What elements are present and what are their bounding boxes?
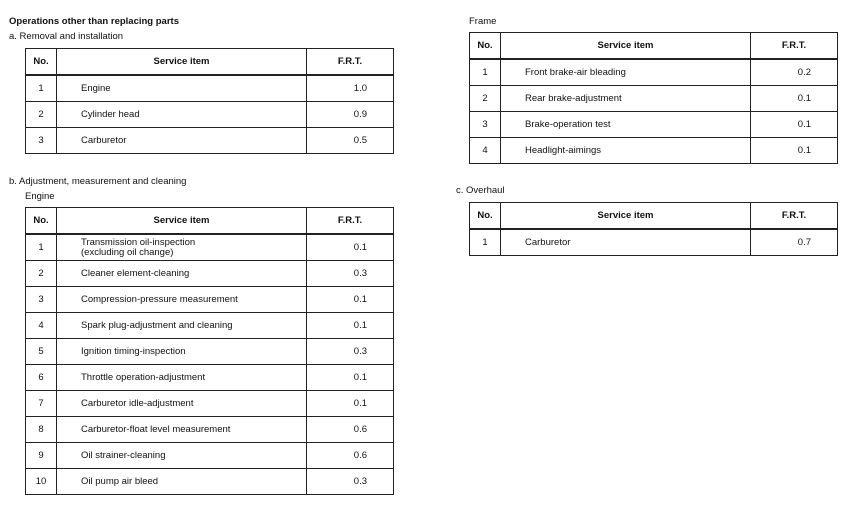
table-header-row xyxy=(470,33,838,60)
table-row xyxy=(26,128,394,154)
table-row xyxy=(26,287,394,313)
row-frt: 0.1 xyxy=(307,391,394,417)
row-no: 2 xyxy=(470,86,501,112)
row-frt: 0.1 xyxy=(307,287,394,313)
row-service-item: Throttle operation-adjustment xyxy=(57,365,307,391)
row-no: 1 xyxy=(470,59,501,86)
table-row xyxy=(26,234,394,261)
row-service-item: Oil pump air bleed xyxy=(57,469,307,495)
header-no: No. xyxy=(26,208,57,235)
table-row xyxy=(26,443,394,469)
table-row xyxy=(26,75,394,102)
table-row xyxy=(470,86,838,112)
row-no: 3 xyxy=(26,287,57,313)
header-no: No. xyxy=(26,49,57,76)
row-service-item: Rear brake-adjustment xyxy=(501,86,751,112)
row-no: 2 xyxy=(26,261,57,287)
row-no: 3 xyxy=(470,112,501,138)
table-row xyxy=(26,313,394,339)
section-b-sublabel: Engine xyxy=(25,191,55,202)
row-service-item: Brake-operation test xyxy=(501,112,751,138)
row-service-item-line2: (excluding oil change) xyxy=(81,246,174,258)
row-frt: 0.6 xyxy=(307,417,394,443)
table-row xyxy=(470,138,838,164)
row-frt: 1.0 xyxy=(307,75,394,102)
table-header-row xyxy=(26,49,394,76)
table-row xyxy=(470,229,838,256)
row-frt: 0.1 xyxy=(751,138,838,164)
row-no: 2 xyxy=(26,102,57,128)
row-frt: 0.1 xyxy=(307,313,394,339)
adjustment-engine-table xyxy=(25,207,394,495)
row-frt: 0.1 xyxy=(307,365,394,391)
table-row xyxy=(26,391,394,417)
row-no: 4 xyxy=(26,313,57,339)
row-service-item: Ignition timing-inspection xyxy=(57,339,307,365)
row-frt: 0.5 xyxy=(307,128,394,154)
row-frt: 0.3 xyxy=(307,339,394,365)
row-no: 1 xyxy=(26,75,57,102)
row-no: 1 xyxy=(470,229,501,256)
row-frt: 0.3 xyxy=(307,469,394,495)
row-service-item: Engine xyxy=(57,75,307,102)
row-service-item: Front brake-air bleading xyxy=(501,59,751,86)
header-frt: F.R.T. xyxy=(307,208,394,235)
row-service-item: Cylinder head xyxy=(57,102,307,128)
table-row xyxy=(26,469,394,495)
row-frt: 0.1 xyxy=(751,112,838,138)
header-frt: F.R.T. xyxy=(751,203,838,230)
section-a-label: a. Removal and installation xyxy=(9,31,124,42)
row-no: 1 xyxy=(26,234,57,261)
row-frt: 0.1 xyxy=(751,86,838,112)
table-row xyxy=(470,59,838,86)
header-frt: F.R.T. xyxy=(307,49,394,76)
section-b-label: b. Adjustment, measurement and cleaning xyxy=(9,176,187,187)
row-service-item-line1: Transmission oil-inspection xyxy=(81,236,196,248)
removal-installation-table xyxy=(25,48,394,154)
header-service-item: Service item xyxy=(501,33,751,60)
frame-label: Frame xyxy=(469,16,497,27)
row-service-item: Carburetor-float level measurement xyxy=(57,417,307,443)
row-service-item: Compression-pressure measurement xyxy=(57,287,307,313)
table-row xyxy=(26,417,394,443)
row-frt: 0.1 xyxy=(307,234,394,261)
row-service-item: Cleaner element-cleaning xyxy=(57,261,307,287)
table-row xyxy=(470,112,838,138)
row-no: 8 xyxy=(26,417,57,443)
header-service-item: Service item xyxy=(501,203,751,230)
table-row xyxy=(26,261,394,287)
row-service-item: Carburetor idle-adjustment xyxy=(57,391,307,417)
row-no: 9 xyxy=(26,443,57,469)
header-service-item: Service item xyxy=(57,49,307,76)
row-frt: 0.7 xyxy=(751,229,838,256)
table-row xyxy=(26,339,394,365)
header-no: No. xyxy=(470,33,501,60)
row-no: 4 xyxy=(470,138,501,164)
table-row xyxy=(26,102,394,128)
row-no: 6 xyxy=(26,365,57,391)
row-service-item: Headlight-aimings xyxy=(501,138,751,164)
overhaul-table xyxy=(469,202,838,256)
frame-table xyxy=(469,32,838,164)
row-service-item xyxy=(57,234,307,261)
row-no: 7 xyxy=(26,391,57,417)
row-no: 10 xyxy=(26,469,57,495)
row-no: 3 xyxy=(26,128,57,154)
table-header-row xyxy=(26,208,394,235)
row-no: 5 xyxy=(26,339,57,365)
row-service-item: Spark plug-adjustment and cleaning xyxy=(57,313,307,339)
row-frt: 0.2 xyxy=(751,59,838,86)
row-service-item: Carburetor xyxy=(501,229,751,256)
row-frt: 0.3 xyxy=(307,261,394,287)
row-frt: 0.6 xyxy=(307,443,394,469)
section-c-label: c. Overhaul xyxy=(456,185,505,196)
row-frt: 0.9 xyxy=(307,102,394,128)
table-header-row xyxy=(470,203,838,230)
header-no: No. xyxy=(470,203,501,230)
header-service-item: Service item xyxy=(57,208,307,235)
row-service-item: Carburetor xyxy=(57,128,307,154)
row-service-item: Oil strainer-cleaning xyxy=(57,443,307,469)
table-row xyxy=(26,365,394,391)
page-title: Operations other than replacing parts xyxy=(9,16,179,27)
header-frt: F.R.T. xyxy=(751,33,838,60)
